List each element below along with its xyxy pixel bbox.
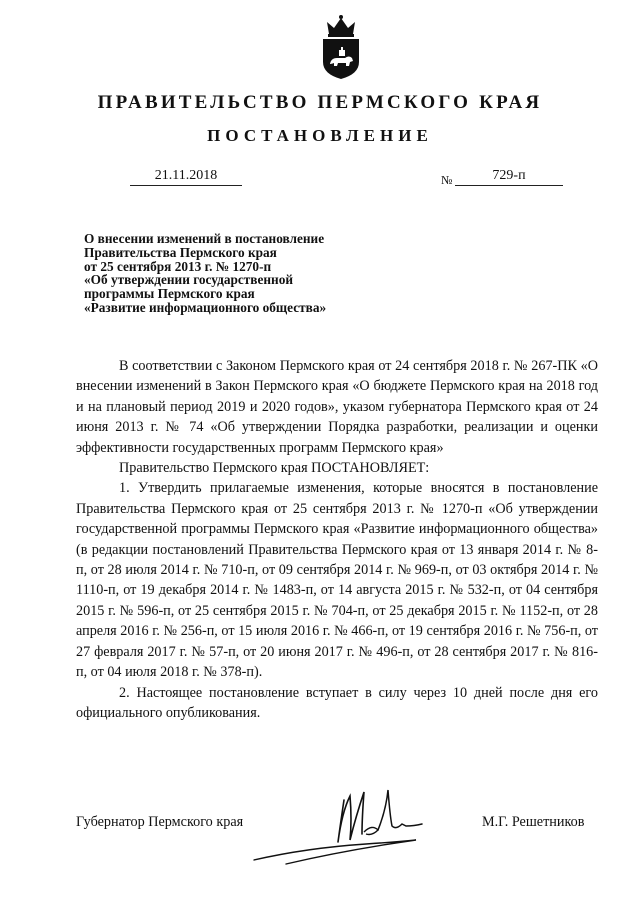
coat-of-arms-emblem [319,14,363,80]
government-title: ПРАВИТЕЛЬСТВО ПЕРМСКОГО КРАЯ [97,92,543,113]
subject-line: от 25 сентября 2013 г. № 1270-п [84,258,272,274]
handwritten-signature [246,760,446,868]
document-type: ПОСТАНОВЛЕНИЕ [207,126,433,145]
preamble-paragraph: В соответствии с Законом Пермского края от 24 сентября 2018 г. № 267-ПК «О внесении изменений в Закон Пермского края «О бюджете Пермского края на 2018 год и на плановый период 2019 и 2020 годов», указом губернатора Пермского края от 24 июня 2013 г. № 74 «Об утверждении Порядка разработки, реализации и оценки эффективности государственных программ Пермского края» [76,358,598,456]
item-1-paragraph: 1. Утвердить прилагаемые изменения, которые вносятся в постановление Правительства Пермского края от 25 сентября 2013 г. № 1270-п «Об утверждении государственной программы Пермского края «Развитие информационного общества» (в редакции постановлений Правительства Пермского края от 13 января 2014 г. № 8-п, от 28 июля 2014 г. № 710-п, от 09 сентября 2014 г. № 969-п, от 03 октября 2014 г. № 1110-п, от 19 декабря 2014 г. № 1483-п, от 14 августа 2015 г. № 532-п, от 04 сентября 2015 г. № 596-п, от 25 сентября 2015 г. № 704-п, от 25 декабря 2015 г. № 1152-п, от 28 апреля 2016 г. № 256-п, от 15 июля 2016 г. № 466-п, от 19 сентября 2016 г. № 756-п, от 27 февраля 2017 г. № 57-п, от 20 июня 2017 г. № 496-п, от 28 сентября 2017 г. № 816-п, от 04 июля 2018 г. № 378-п). [76,480,598,681]
number-sign: № [441,173,453,187]
subject-line: «Об утверждении государственной [84,272,294,288]
subject-line: Правительства Пермского края [84,244,277,260]
signatory-position: Губернатор Пермского края [76,814,244,830]
document-subject [84,232,384,315]
subject-line: программы Пермского края [84,286,255,302]
document-number: 729-п [455,168,563,186]
item-2-paragraph: 2. Настоящее постановление вступает в силу через 10 дней после дня его официального опубликования. [76,684,598,721]
resolves-paragraph: Правительство Пермского края ПОСТАНОВЛЯЕТ: [119,460,430,477]
document-body [76,356,598,723]
document-date: 21.11.2018 [130,168,242,186]
signatory-name: М.Г. Решетников [482,814,585,830]
subject-line: О внесении изменений в постановление [84,231,325,246]
subject-line: «Развитие информационного общества» [84,299,327,315]
